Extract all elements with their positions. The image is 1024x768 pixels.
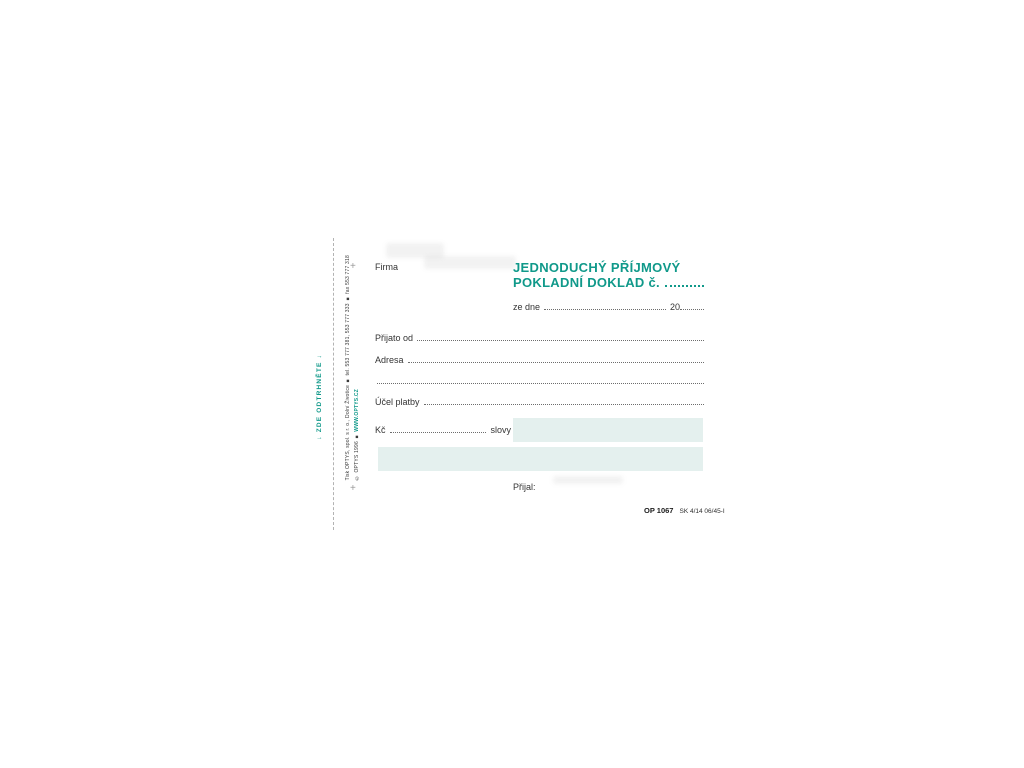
prijato-od-row: [375, 331, 704, 343]
slovy-label: slovy: [490, 425, 511, 435]
prijato-od-label: Přijato od: [375, 333, 414, 343]
prijal-label: Přijal:: [513, 482, 536, 492]
form-code: OP 1067: [644, 506, 674, 515]
year-dotted-line: [680, 309, 704, 310]
prijato-od-dotted-line: [417, 340, 704, 341]
ucel-platby-dotted-line: [424, 404, 704, 405]
kc-row: [375, 423, 511, 435]
registration-mark-bottom: +: [350, 483, 356, 494]
copyright-label: © OPTYS 1996 ■: [354, 431, 360, 480]
form-title-line2: [513, 275, 704, 290]
scan-artifact: [424, 256, 516, 269]
amount-words-fill-box: [513, 418, 703, 442]
adresa-dotted-line-2: [377, 383, 704, 384]
website-label: WWW.OPTYS.CZ: [354, 388, 360, 432]
ucel-platby-label: Účel platby: [375, 397, 420, 407]
adresa-label: Adresa: [375, 355, 404, 365]
perforation-dashed-line: [333, 238, 334, 530]
adresa-dotted-line: [408, 362, 704, 363]
kc-label: Kč: [375, 425, 386, 435]
registration-mark-top: +: [350, 261, 356, 272]
adresa-row: [375, 353, 704, 365]
kc-dotted-line: [390, 432, 487, 433]
amount-words-fill-bar: [378, 447, 703, 471]
receipt-number-dotted-line: [665, 285, 704, 287]
year-prefix: 20: [669, 302, 680, 312]
firma-label: Firma: [375, 262, 398, 272]
form-code-row: [644, 506, 725, 515]
form-title-line1: JEDNODUCHÝ PŘÍJMOVÝ: [513, 260, 681, 275]
tear-off-label: ↓ ZDE ODTRHNĚTE ↓: [316, 354, 323, 440]
date-row: [513, 300, 704, 312]
form-title-line2-text: POKLADNÍ DOKLAD č.: [513, 275, 660, 290]
ze-dne-label: ze dne: [513, 302, 541, 312]
print-code: SK 4/14 06/45-I: [679, 508, 725, 515]
date-dotted-line: [544, 309, 666, 310]
adresa-row-2: [377, 374, 704, 386]
printer-info-text: Tisk OPTYS, spol. s r. o., Dolní Životice ■ tel. 553 777 381, 553 777 333 ■ fax 553 777 318: [345, 254, 351, 480]
copyright-text: [355, 389, 360, 480]
scan-artifact: [553, 476, 623, 484]
ucel-platby-row: [375, 395, 704, 407]
